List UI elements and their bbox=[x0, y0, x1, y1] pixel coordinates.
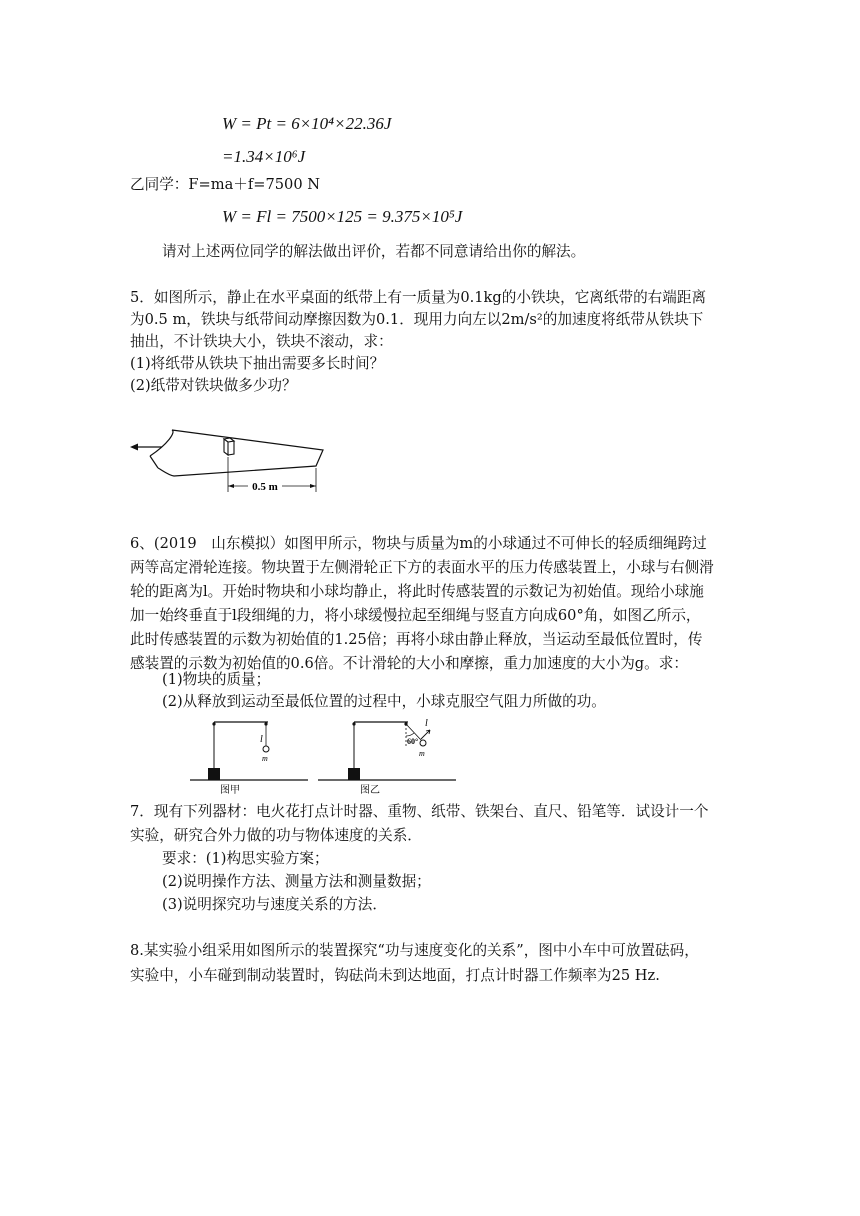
q8-line-2: 实验中，小车碰到制动装置时，钩砝尚未到达地面，打点计时器工作频率为25 Hz. bbox=[130, 967, 660, 984]
distance-label: 0.5 m bbox=[252, 481, 278, 493]
equation-work-result: =1.34×10⁶J bbox=[222, 147, 306, 166]
q6-sub-2: (2)从释放到运动至最低位置的过程中，小球克服空气阻力所做的功。 bbox=[162, 693, 606, 710]
q5-line-4: (1)将纸带从铁块下抽出需要多长时间？ bbox=[130, 355, 385, 372]
q5-line-2: 为0.5 m，铁块与纸带间动摩擦因数为0.1．现用力向左以2m/s²的加速度将纸带从铁块下 bbox=[130, 311, 704, 328]
figure-jia bbox=[190, 716, 310, 796]
q7-line-1: 7．现有下列器材：电火花打点计时器、重物、纸带、铁架台、直尺、铅笔等．试设计一个 bbox=[130, 803, 709, 820]
figure-jia-caption: 图甲 bbox=[220, 785, 240, 796]
equation-work-force: W = Fl = 7500×125 = 9.375×10⁵J bbox=[222, 207, 463, 226]
q6-line-5: 此时传感装置的示数为初始值的1.25倍；再将小球由静止释放，当运动至最低位置时，传 bbox=[130, 631, 703, 648]
q6-line-3: 轮的距离为l。开始时物块和小球均静止，将此时传感装置的示数记为初始值。现给小球施 bbox=[130, 583, 704, 600]
q5-line-5: (2)纸带对铁块做多少功？ bbox=[130, 377, 297, 394]
label-angle: 60° bbox=[407, 737, 419, 746]
label-l: l bbox=[260, 734, 263, 745]
figure-yi bbox=[318, 716, 458, 796]
block bbox=[208, 768, 220, 780]
q8-line-1: 8.某实验小组采用如图所示的装置探究“功与速度变化的关系”，图中小车中可放置砝码， bbox=[130, 942, 699, 959]
label-m: m bbox=[419, 749, 425, 758]
q6-line-6: 感装置的示数为初始值的0.6倍。不计滑轮的大小和摩擦，重力加速度的大小为g。求： bbox=[130, 655, 688, 672]
q5-line-3: 抽出，不计铁块大小，铁块不滚动，求： bbox=[130, 333, 393, 350]
q7-line-3: 要求：(1)构思实验方案； bbox=[162, 850, 329, 867]
q7-line-2: 实验，研究合外力做的功与物体速度的关系． bbox=[130, 827, 422, 844]
q6-line-1: 6、(2019 山东模拟）如图甲所示，物块与质量为m的小球通过不可伸长的轻质细绳跨过 bbox=[130, 535, 707, 552]
equation-work-power: W = Pt = 6×10⁴×22.36J bbox=[222, 114, 392, 133]
paper-strip bbox=[150, 430, 323, 476]
q6-line-2: 两等高定滑轮连接。物块置于左侧滑轮正下方的表面水平的压力传感装置上，小球与右侧滑 bbox=[130, 559, 714, 576]
force-arrow bbox=[421, 730, 430, 739]
q6-sub-1: (1)物块的质量； bbox=[162, 671, 271, 688]
student-yi-label: 乙同学：F=ma＋f=7500 N bbox=[130, 176, 321, 193]
figure-yi-caption: 图乙 bbox=[360, 785, 380, 796]
label-m: m bbox=[262, 754, 268, 763]
paper-strip-figure bbox=[128, 428, 328, 498]
iron-block bbox=[224, 438, 234, 455]
evaluate-instruction: 请对上述两位同学的解法做出评价，若都不同意请给出你的解法。 bbox=[162, 243, 586, 260]
q7-line-5: (3)说明探究功与速度关系的方法． bbox=[162, 896, 387, 913]
q7-line-4: (2)说明操作方法、测量方法和测量数据； bbox=[162, 873, 431, 890]
label-l: l bbox=[425, 718, 428, 729]
q5-line-1: 5．如图所示，静止在水平桌面的纸带上有一质量为0.1kg的小铁块，它离纸带的右端距离 bbox=[130, 289, 707, 306]
block bbox=[348, 768, 360, 780]
q6-line-4: 加一始终垂直于l段细绳的力，将小球缓慢拉起至细绳与竖直方向成60°角，如图乙所示， bbox=[130, 607, 701, 624]
pull-arrow-head bbox=[130, 444, 138, 451]
